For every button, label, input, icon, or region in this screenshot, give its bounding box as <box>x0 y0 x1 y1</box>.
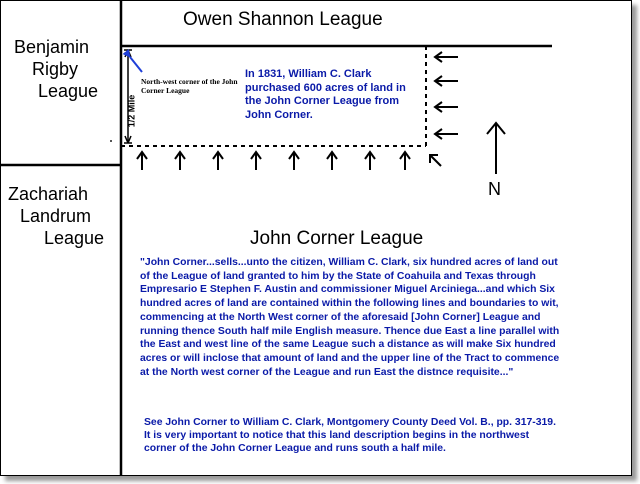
rigby-league-label-line2: Rigby <box>32 59 79 79</box>
up-arrow-icon <box>175 152 185 170</box>
north-arrow-icon <box>487 123 505 174</box>
se-corner-arrow <box>430 155 441 166</box>
left-arrow-icon <box>435 129 458 139</box>
nw-corner-note: North-west corner of the John Corner League <box>141 77 238 95</box>
up-arrow-icon <box>365 152 375 170</box>
up-arrow-icon <box>289 152 299 170</box>
deed-quote: "John Corner...sells...unto the citizen, William C. Clark, six hundred acres of land out of the League of land granted to him by the State of Coahuila and Texas through Empresario E Stephen F. Austin and commissioner Miguel Arciniega...and which Six hundred acres of land are contained within the following lines and boundaries to wit, commencing at the North West corner of the aforesaid [John Corner] League and running thence South half mile English measure. Thence due East a line parallel with the East and west line of the same League such a distance as will make Six hundred acres or will inclose that amount of land and the upper line of the Tract to commence at the North west corner of the League and run East the distnce requisite..." <box>140 257 560 378</box>
rigby-league-label-line1: Benjamin <box>14 37 90 57</box>
up-arrow-icon <box>137 152 147 170</box>
landrum-league-label-line2: Landrum <box>20 206 92 226</box>
left-arrow-icon <box>435 76 458 86</box>
up-arrow-icon <box>251 152 261 170</box>
nw-corner-pointer <box>130 57 142 72</box>
deed-citation: See John Corner to William C. Clark, Montgomery County Deed Vol. B., pp. 317-319. It is very important to notice that this land description begins in the northwest corner of the John Corner League and runs south a half mile. <box>144 417 556 455</box>
half-mile-label: 1/2 Mile <box>126 94 137 128</box>
south-line-arrows <box>137 152 410 170</box>
up-arrow-icon <box>213 152 223 170</box>
purchase-note: In 1831, William C. Clark purchased 600 acres of land in the John Corner League from John Corner. <box>245 68 406 121</box>
up-arrow-icon <box>327 152 337 170</box>
map-speck <box>110 140 112 142</box>
landrum-league-label-line1: Zachariah <box>8 184 89 204</box>
left-arrow-icon <box>435 52 458 62</box>
north-label: N <box>488 179 501 199</box>
john-corner-league-label: John Corner League <box>250 228 424 249</box>
left-arrow-icon <box>435 102 458 112</box>
landrum-league-label-line3: League <box>44 228 105 248</box>
east-line-arrows <box>435 52 458 139</box>
rigby-league-label-line3: League <box>38 81 99 101</box>
up-arrow-icon <box>400 152 410 170</box>
owen-shannon-league-label: Owen Shannon League <box>183 9 383 30</box>
